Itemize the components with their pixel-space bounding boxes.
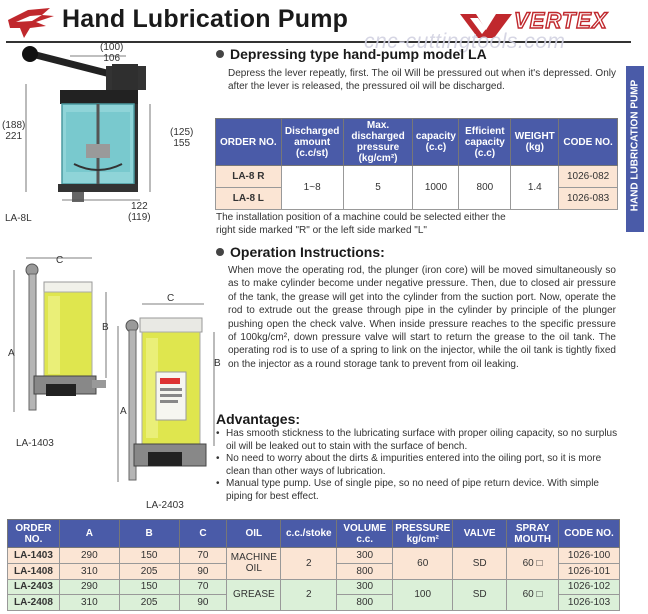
page-title: Hand Lubrication Pump	[62, 5, 349, 33]
pressure-cell: 100	[393, 579, 453, 611]
la1403-pump-image	[6, 252, 124, 438]
code-cell: 1026-102	[559, 579, 620, 595]
code-cell: 1026-083	[559, 188, 618, 210]
install-note: The installation position of a machine could be selected either the right side marked "R" or the left side marked "L"	[216, 212, 506, 236]
la1403-dim-a: A	[8, 348, 15, 359]
header-cell: ORDER NO.	[216, 119, 282, 166]
header-cell: c.c./stoke	[281, 520, 337, 548]
efficient-cell: 800	[459, 166, 511, 210]
pressure-cell: 5	[343, 166, 413, 210]
order-cell: LA-8 R	[216, 166, 282, 188]
order-cell: LA-1408	[8, 563, 60, 579]
header-cell: Discharged amount (c.c/st)	[281, 119, 343, 166]
advantages-heading: Advantages:	[216, 411, 301, 427]
header-cell: CODE NO.	[559, 520, 620, 548]
a-cell: 310	[59, 563, 119, 579]
b-cell: 150	[119, 548, 179, 564]
list-item: • No need to worry about the dirts & impurities entered into the oiling port, so it is more clean than other ways of lubrication.	[216, 453, 621, 478]
b-cell: 205	[119, 595, 179, 611]
c-cell: 70	[179, 579, 227, 595]
operation-heading: Operation Instructions:	[216, 244, 385, 260]
dim-right: (125) 155	[170, 127, 194, 149]
capacity-cell: 1000	[413, 166, 459, 210]
depress-text: Depress the lever repeatly, first. The oil Will be pressured out when it's depressed. Only after the lever is released, the pressured oil will be discharged.	[228, 68, 616, 93]
order-cell: LA-1403	[8, 548, 60, 564]
header-cell: PRESSURE kg/cm²	[393, 520, 453, 548]
la8l-label: LA-8L	[5, 213, 32, 224]
la2403-label: LA-2403	[146, 500, 184, 511]
list-item: • Has smooth stickness to the lubricating surface with proper oiling capacity, so no surplus oil will be leaked out to stain with the surface of bench.	[216, 428, 621, 453]
spray-cell: 60 □	[507, 548, 559, 580]
c-cell: 70	[179, 548, 227, 564]
la8-spec-table	[215, 118, 618, 210]
volume-cell: 300	[337, 579, 393, 595]
spray-cell: 60 □	[507, 579, 559, 611]
volume-cell: 300	[337, 548, 393, 564]
header-cell: CODE NO.	[559, 119, 618, 166]
dim-bottom: 122 (119)	[128, 201, 151, 223]
header-cell: A	[59, 520, 119, 548]
header-cell: WEIGHT (kg)	[511, 119, 559, 166]
oil-cell: GREASE	[227, 579, 281, 611]
watermark: cnc-cuttingtools.com	[364, 30, 566, 53]
la1403-label: LA-1403	[16, 438, 54, 449]
header-cell: B	[119, 520, 179, 548]
order-cell: LA-8 L	[216, 188, 282, 210]
volume-cell: 800	[337, 595, 393, 611]
order-cell: LA-2408	[8, 595, 60, 611]
b-cell: 150	[119, 579, 179, 595]
c-cell: 90	[179, 595, 227, 611]
table-row	[8, 579, 620, 595]
header-cell: OIL	[227, 520, 281, 548]
list-item: • Manual type pump. Use of single pipe, so no need of pipe return device. With simple piping for best effect.	[216, 478, 621, 503]
a-cell: 290	[59, 548, 119, 564]
la1403-dim-c: C	[56, 255, 64, 266]
volume-cell: 800	[337, 563, 393, 579]
la2403-dim-b: B	[214, 358, 221, 369]
code-cell: 1026-100	[559, 548, 620, 564]
header-cell: SPRAY MOUTH	[507, 520, 559, 548]
bullet-icon	[216, 50, 224, 58]
header-cell: VALVE	[453, 520, 507, 548]
header-cell: Efficient capacity (c.c)	[459, 119, 511, 166]
oil-cell: MACHINE OIL	[227, 548, 281, 580]
depress-heading: Depressing type hand-pump model LA	[216, 46, 487, 62]
valve-cell: SD	[453, 579, 507, 611]
pump-spec-table	[7, 519, 620, 611]
la2403-dim-c: C	[167, 293, 175, 304]
header-cell: ORDER NO.	[8, 520, 60, 548]
brand-name: VERTEX	[514, 8, 608, 33]
a-cell: 290	[59, 579, 119, 595]
header-cell: capacity (c.c)	[413, 119, 459, 166]
c-cell: 90	[179, 563, 227, 579]
table-row	[216, 166, 618, 188]
weight-cell: 1.4	[511, 166, 559, 210]
eagle-logo-icon	[6, 6, 56, 40]
code-cell: 1026-103	[559, 595, 620, 611]
header-cell: Max. discharged pressure (kg/cm²)	[343, 119, 413, 166]
stroke-cell: 2	[281, 548, 337, 580]
table-row	[8, 548, 620, 564]
dim-top: (100) 106	[100, 42, 124, 64]
bullet-icon	[216, 248, 224, 256]
valve-cell: SD	[453, 548, 507, 580]
discharged-cell: 1~8	[281, 166, 343, 210]
header-cell: C	[179, 520, 227, 548]
stroke-cell: 2	[281, 579, 337, 611]
pressure-cell: 60	[393, 548, 453, 580]
la2403-dim-a: A	[120, 406, 127, 417]
a-cell: 310	[59, 595, 119, 611]
la1403-dim-b: B	[102, 322, 109, 333]
advantages-list	[216, 428, 621, 504]
b-cell: 205	[119, 563, 179, 579]
operation-text: When move the operating rod, the plunger (iron core) will be moved simultaneously so as to make cylinder become under negative pressure. Then, due to closed air pressure of the tank, the grease will get into the cylinder from the suction port. Now, operate the rod to extrude out the grease through pipe in the cylinder by principle of the plunger pushing open the check valve. When inside pressure reaches to the specific pressure of 100kg/cm², down pressure valve will start to return the grease to the oil tank. The operating rod is to use of a spring to link on the injector, while the oil tank is tightly fixed on the injector as a round storage tank to prevent from oil leaking.	[228, 265, 616, 370]
code-cell: 1026-082	[559, 166, 618, 188]
side-tab-label: HAND LUBRICATION PUMP	[629, 79, 641, 212]
code-cell: 1026-101	[559, 563, 620, 579]
la2403-pump-image	[112, 290, 224, 500]
header-cell: VOLUME c.c.	[337, 520, 393, 548]
side-tab	[626, 66, 644, 232]
order-cell: LA-2403	[8, 579, 60, 595]
dim-left: (188) 221	[2, 120, 26, 142]
